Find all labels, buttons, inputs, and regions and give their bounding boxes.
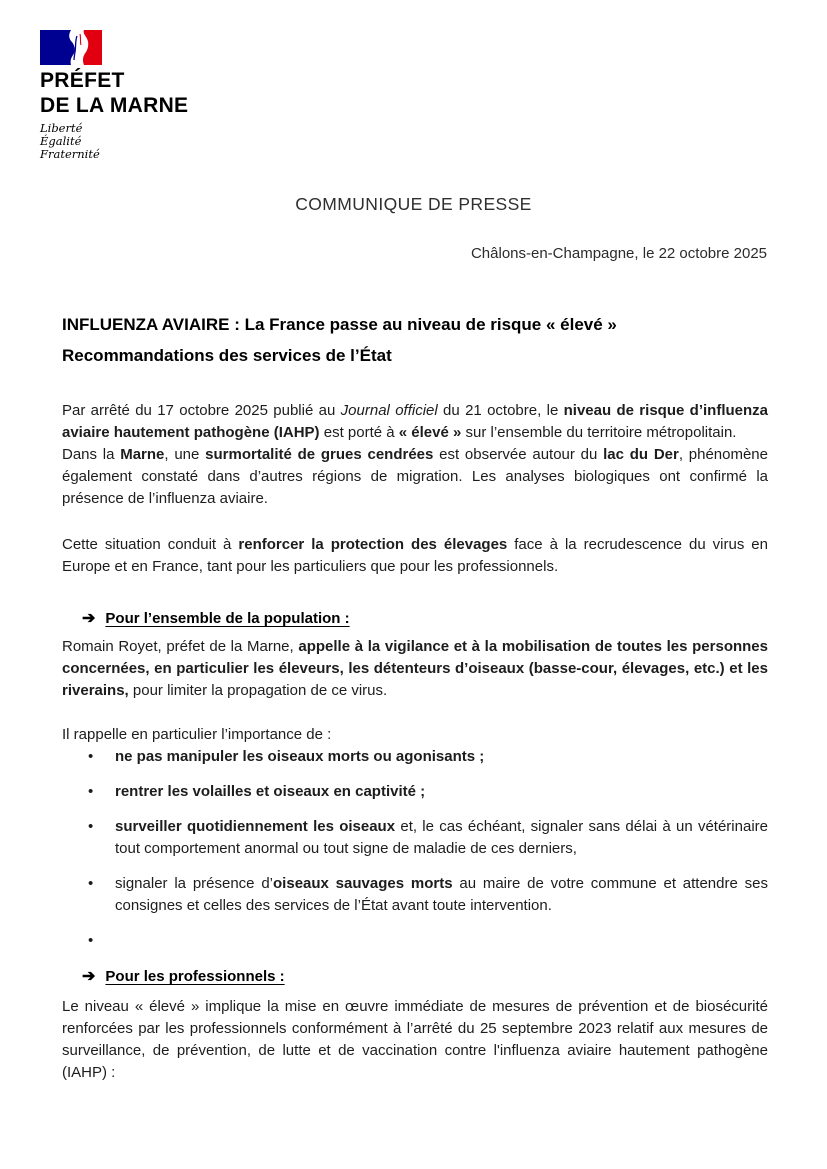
section-header-professionnels-label: Pour les professionnels : <box>105 968 285 985</box>
headline-line2: Recommandations des services de l’État <box>62 346 392 365</box>
bullet-icon: • <box>88 783 94 800</box>
list-item-text: surveiller quotidiennement les oiseaux et, le cas échéant, signaler sans délai à un vétérinaire tout comportement anormal ou tout signe de maladie de ces derniers, <box>115 818 768 857</box>
bullet-icon: • <box>88 818 94 835</box>
headline-line1: INFLUENZA AVIAIRE : La France passe au niveau de risque « élevé » <box>62 315 617 334</box>
list-item-text: ne pas manipuler les oiseaux morts ou agonisants ; <box>115 748 485 765</box>
recommendations-list <box>62 746 768 952</box>
paragraph-rappelle: Il rappelle en particulier l’importance de : <box>62 726 332 743</box>
prefecture-logo <box>40 30 188 161</box>
section-header-population <box>62 608 768 630</box>
headline <box>62 309 768 371</box>
press-release-title: COMMUNIQUE DE PRESSE <box>295 194 532 214</box>
paragraph-marne: Dans la Marne, une surmortalité de grues cendrées est observée autour du lac du Der, phénomène également constaté dans d’autres régions de migration. Les analyses biologiques ont confirmé la présence de l’influenza aviaire. <box>62 446 768 507</box>
body-content <box>62 400 768 1084</box>
french-flag-marianne-icon <box>40 30 102 65</box>
list-item-text: signaler la présence d’oiseaux sauvages morts au maire de votre commune et attendre ses consignes et celles des services de l’État avant toute intervention. <box>115 875 768 914</box>
bullet-icon: • <box>88 748 94 765</box>
prefecture-name-line1: PRÉFET <box>40 69 125 92</box>
motto-egalite: Égalité <box>40 134 82 148</box>
list-item <box>62 781 768 803</box>
list-item <box>62 746 768 768</box>
list-item <box>62 873 768 917</box>
paragraph-prefet: Romain Royet, préfet de la Marne, appelle à la vigilance et à la mobilisation de toutes les personnes concernées, en particulier les éleveurs, les détenteurs d’oiseaux (basse-cour, élevages, etc.) et les riverains, pour limiter la propagation de ce virus. <box>62 638 768 699</box>
list-item-empty <box>62 930 768 952</box>
republic-motto <box>40 122 188 161</box>
arrow-right-icon: ➔ <box>82 610 96 627</box>
prefecture-name <box>40 68 188 118</box>
list-item-text: rentrer les volailles et oiseaux en captivité ; <box>115 783 426 800</box>
paragraph-arrete: Par arrêté du 17 octobre 2025 publié au Journal officiel du 21 octobre, le niveau de risque d’influenza aviaire hautement pathogène (IAHP) est porté à « élevé » sur l’ensemble du territoire métropolitain. <box>62 402 768 441</box>
paragraph-niveau: Le niveau « élevé » implique la mise en œuvre immédiate de mesures de prévention et de biosécurité renforcées par les professionnels conformément à l’arrêté du 25 septembre 2023 relatif aux mesures de surveillance, de prévention, de lutte et de vaccination contre l'influenza aviaire hautement pathogène (IAHP) : <box>62 998 768 1081</box>
section-header-professionnels <box>62 966 768 988</box>
motto-fraternite: Fraternité <box>40 147 100 161</box>
arrow-right-icon: ➔ <box>82 968 96 985</box>
dateline: Châlons-en-Champagne, le 22 octobre 2025 <box>470 245 767 262</box>
motto-liberte: Liberté <box>40 121 83 135</box>
prefecture-name-line2: DE LA MARNE <box>40 94 189 117</box>
bullet-icon: • <box>88 875 94 892</box>
section-header-population-label: Pour l’ensemble de la population : <box>105 610 350 627</box>
bullet-icon: • <box>88 932 94 949</box>
paragraph-situation: Cette situation conduit à renforcer la protection des élevages face à la recrudescence du virus en Europe et en France, tant pour les particuliers que pour les professionnels. <box>62 536 768 575</box>
list-item <box>62 816 768 860</box>
